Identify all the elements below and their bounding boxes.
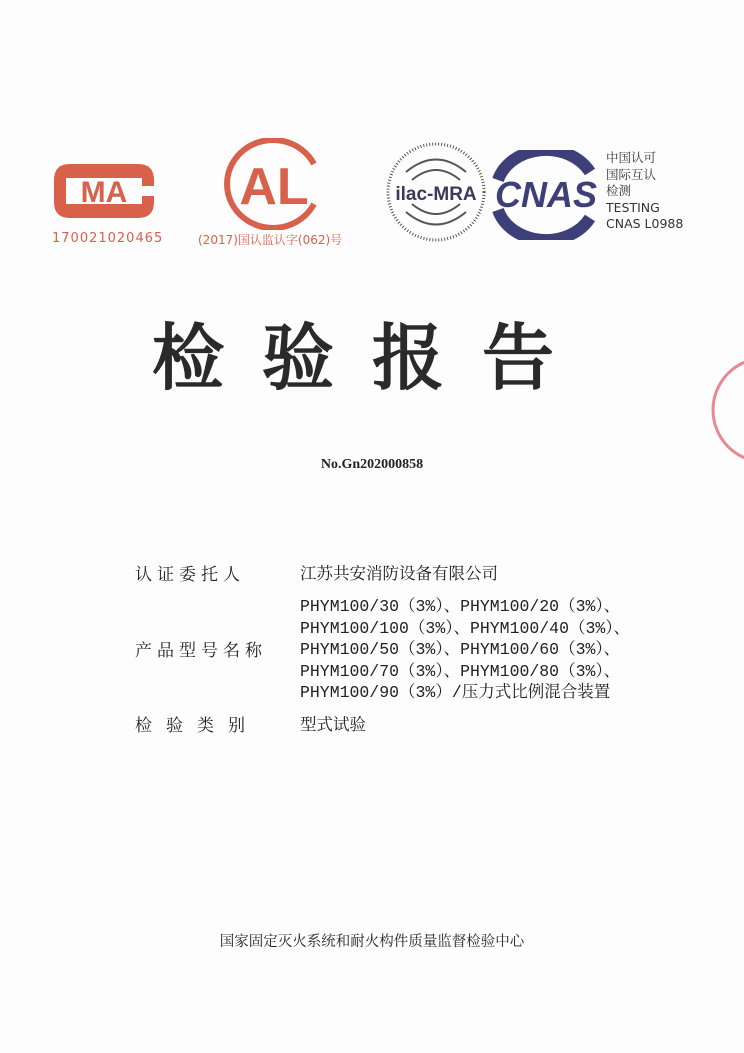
cnas-line: 检测 xyxy=(606,183,632,198)
product-line: PHYM100/100（3%）、PHYM100/40（3%）、 xyxy=(300,618,631,638)
product-line: PHYM100/70（3%）、PHYM100/80（3%）、 xyxy=(300,661,621,681)
report-number: No.Gn202000858 xyxy=(320,457,424,472)
cnas-line: 国际互认 xyxy=(606,166,657,182)
client-label: 认证委托人 xyxy=(135,565,245,585)
cnas-logo xyxy=(490,150,602,240)
cnas-text xyxy=(606,150,683,233)
al-number: (2017)国认监认字(062)号 xyxy=(198,233,343,247)
product-line: PHYM100/30（3%）、PHYM100/20（3%）、 xyxy=(300,597,621,616)
cma-number: 170021020465 xyxy=(52,231,164,246)
page-title: 检验报告 xyxy=(151,315,592,400)
svg-text:ilac-MRA: ilac-MRA xyxy=(395,184,477,205)
svg-text:MA: MA xyxy=(80,176,128,209)
svg-text:AL: AL xyxy=(239,158,309,216)
type-label: 检验类别 xyxy=(135,716,259,736)
cnas-line: TESTING xyxy=(606,199,660,215)
client-value: 江苏共安消防设备有限公司 xyxy=(300,564,498,583)
product-label: 产品型号名称 xyxy=(135,641,267,661)
product-value xyxy=(300,596,630,704)
al-logo xyxy=(222,138,326,230)
product-line: PHYM100/90（3%）/压力式比例混合装置 xyxy=(300,683,611,702)
svg-text:CNAS: CNAS xyxy=(494,174,598,215)
type-value: 型式试验 xyxy=(300,715,366,734)
product-line: PHYM100/50（3%）、PHYM100/60（3%）、 xyxy=(300,640,621,659)
cnas-line: CNAS L0988 xyxy=(606,216,684,231)
cma-logo xyxy=(50,160,158,222)
cnas-line: 中国认可 xyxy=(606,150,657,165)
issuer-footer: 国家固定灭火系统和耐火构件质量监督检验中心 xyxy=(219,934,525,950)
ilac-mra-logo xyxy=(384,142,488,242)
